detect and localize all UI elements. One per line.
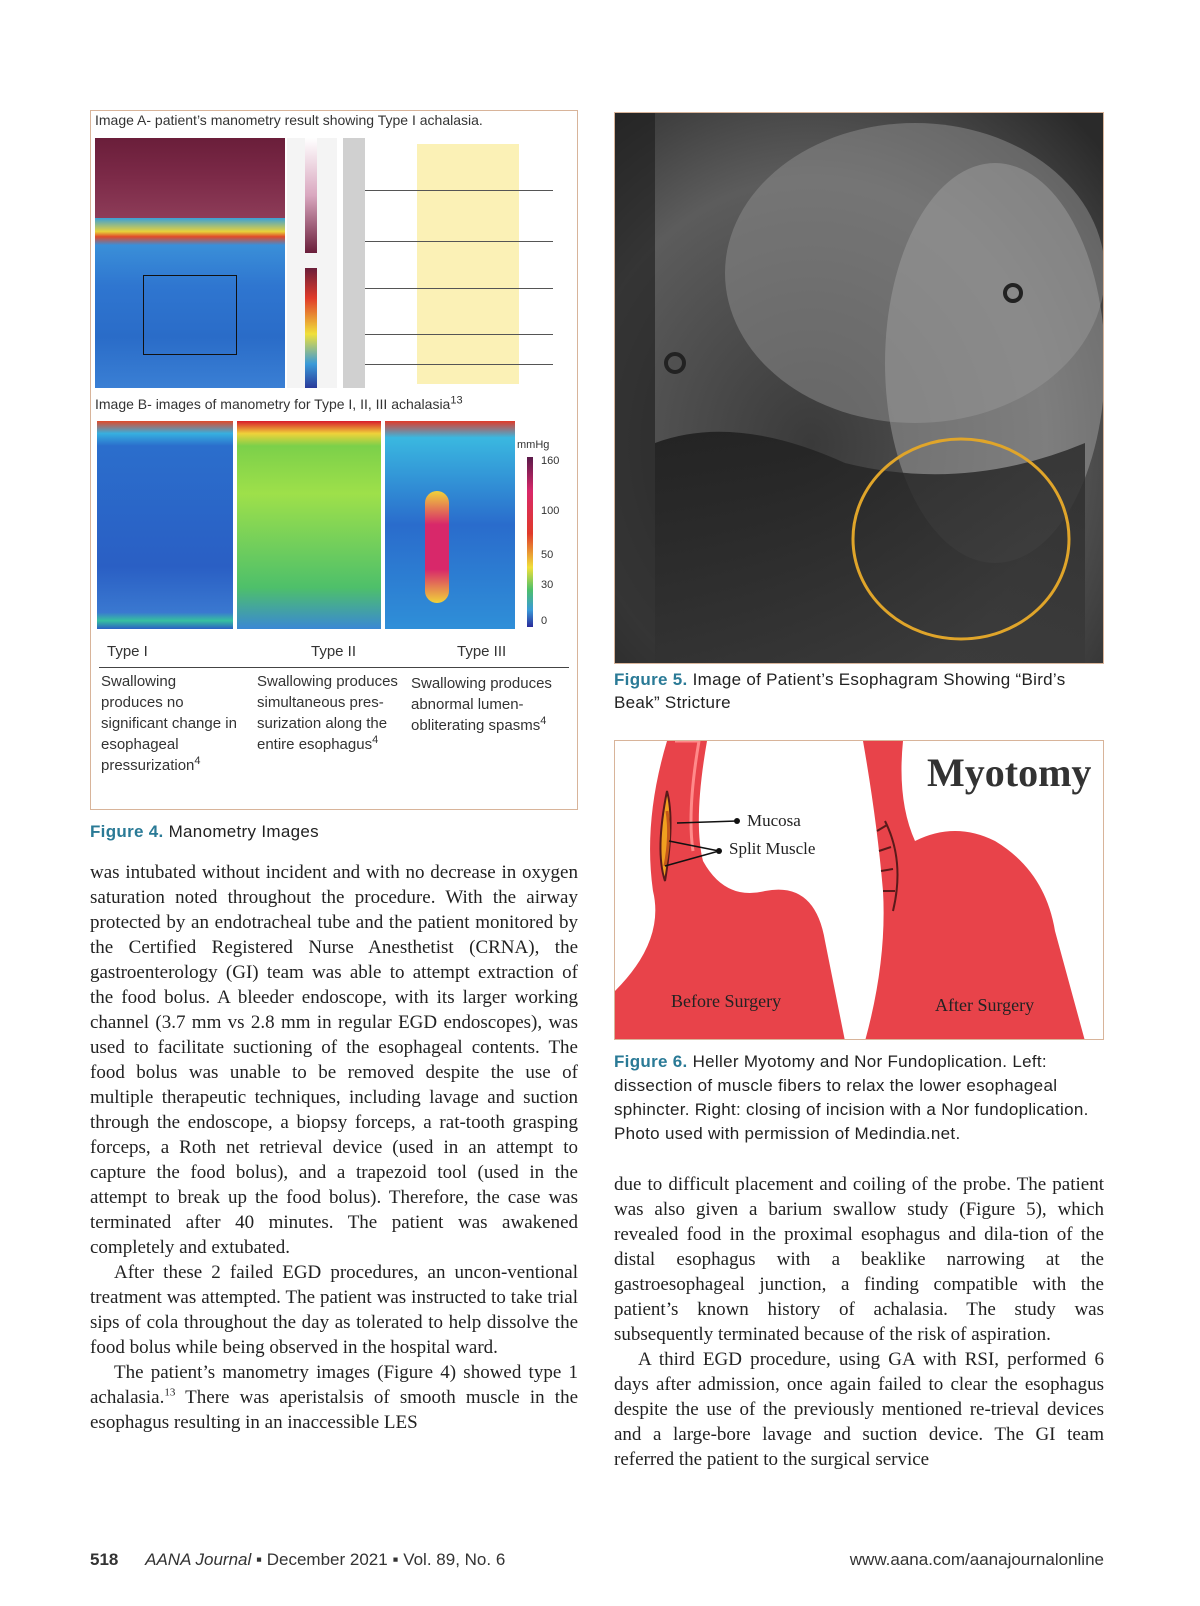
type-divider xyxy=(99,667,569,668)
panel-a-manometry-plot xyxy=(95,138,337,388)
right-column-text xyxy=(614,1172,1104,1472)
type-3-label: Type III xyxy=(457,643,507,660)
issue-date: December 2021 xyxy=(266,1550,388,1569)
footer-separator-2: ▪ xyxy=(392,1550,404,1569)
journal-url[interactable]: www.aana.com/aanajournalonline xyxy=(849,1550,1104,1569)
panel-b-title: Image B- images of manometry for Type I, II, III achalasia$^{13}$ xyxy=(95,394,463,412)
figure-4 xyxy=(90,110,578,810)
type-2-description: Swallowing produces simultaneous pres-surization along the entire esophagus$^4$ xyxy=(257,673,398,753)
type-2-label: Type II xyxy=(311,643,357,660)
journal-name: AANA Journal xyxy=(145,1550,252,1569)
type-1-description: Swallowing produces no significant change in esophageal pressurization$^4$ xyxy=(101,673,237,774)
page-footer xyxy=(90,1550,1104,1574)
after-surgery-label: After Surgery xyxy=(935,995,1035,1015)
figure-5-caption: Figure 5. Image of Patient’s Esophagram Showing “Bird’s Beak” Stricture xyxy=(614,670,1066,712)
figure-4-caption: Figure 4. Manometry Images xyxy=(90,822,319,841)
split-muscle-label: Split Muscle xyxy=(729,839,816,858)
before-surgery-label: Before Surgery xyxy=(671,991,782,1011)
myotomy-title: Myotomy xyxy=(927,750,1092,795)
scale-unit: mmHg xyxy=(517,439,550,451)
footer-separator-1: ▪ xyxy=(256,1550,267,1569)
type-1-manometry-image xyxy=(97,421,233,629)
right-paragraph-2: A third EGD procedure, using GA with RSI, performed 6 days after admission, once again failed to clear the esophagus despite the use of the previously mentioned re-trieval devices and a large-bore lavage and suction device. The GI team referred the patient to the surgical service xyxy=(614,1349,1104,1470)
panel-a-title: Image A- patient’s manometry result showing Type I achalasia. xyxy=(95,112,483,128)
left-paragraph-2: After these 2 failed EGD procedures, an uncon-ventional treatment was attempted. The patient was instructed to take trial sips of cola throughout the day as tolerated to help dissolve the food bolus while being observed in the hospital ward. xyxy=(90,1262,578,1358)
scale-colorbar xyxy=(527,457,533,627)
figure-6-myotomy-illustration xyxy=(614,740,1104,1040)
scale-tick-160: 160 xyxy=(541,455,560,467)
esophagram-xray xyxy=(615,113,1104,664)
left-paragraph-1: was intubated without incident and with no decrease in oxygen saturation noted throughout the procedure. With the airway protected by an endotracheal tube and the patient monitored by the Certified Registered Nurse Anesthetist (CRNA), the gastroenterology (GI) team was able to attempt extraction of the food bolus. A bleeder endoscope, with its larger working channel (3.7 mm vs 2.8 mm in regular EGD endoscopes), was used to facilitate suctioning of the esophageal contents. The food bolus was unable to be removed despite the use of multiple therapeutic techniques, including lavage and suction through the endoscope, a biopsy forceps, a rat-tooth grasping forceps, a Roth net retrieval device (used in an attempt to capture the food bolus), and a trapezoid tool (used in the attempt to break up the food bolus). Therefore, the case was terminated after 40 minutes. The patient was awakened completely and extubated. xyxy=(90,862,578,1258)
figure-6-caption: Figure 6. Heller Myotomy and Nor Fundoplication. Left: dissection of muscle fibers to relax the lower esophageal sphincter. Right: closing of incision with a Nor fundoplication. Photo used with permission of Medindia.net. xyxy=(614,1052,1089,1143)
type-1-label: Type I xyxy=(107,643,148,660)
scale-tick-100: 100 xyxy=(541,505,560,517)
scale-tick-50: 50 xyxy=(541,549,554,561)
scale-tick-0: 0 xyxy=(541,615,548,627)
volume-issue: Vol. 89, No. 6 xyxy=(403,1550,506,1569)
page-number: 518 xyxy=(90,1550,119,1569)
type-3-description: Swallowing produces abnormal lumen-obliterating spasms$^4$ xyxy=(411,675,552,734)
panel-a-pressure-traces xyxy=(343,138,553,388)
mucosa-label: Mucosa xyxy=(747,811,801,830)
type-2-manometry-image xyxy=(237,421,381,629)
figure-5-esophagram-image xyxy=(614,112,1104,664)
type-3-manometry-image xyxy=(385,421,515,629)
left-paragraph-3: The patient’s manometry images (Figure 4) showed type 1 achalasia.$^{13}$ There was aperistalsis of smooth muscle in the esophagus resulting in an inaccessible LES xyxy=(90,1362,578,1433)
scale-tick-30: 30 xyxy=(541,579,554,591)
left-column-text xyxy=(90,860,578,1435)
right-paragraph-1: due to difficult placement and coiling of the probe. The patient was also given a barium swallow study (Figure 5), which revealed food in the proximal esophagus and dila-tion of the distal esophagus with a beaklike narrowing at the gastroesophageal junction, a finding compatible with the patient’s known history of achalasia. The study was subsequently terminated because of the risk of aspiration. xyxy=(614,1174,1104,1345)
